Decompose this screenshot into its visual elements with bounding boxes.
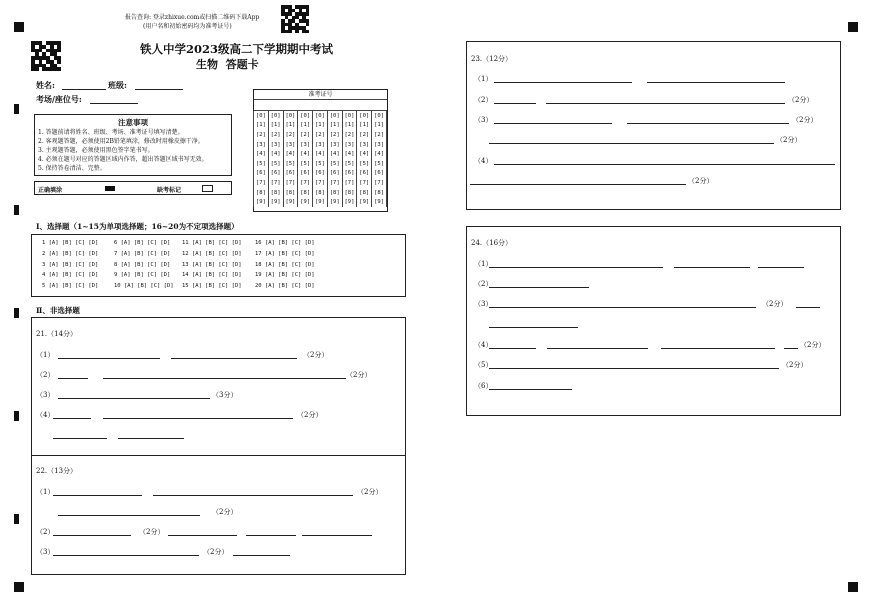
q21-title: 21.（14分） xyxy=(36,330,78,338)
question-number: 1 xyxy=(42,240,49,246)
notice-title: 注意事项 xyxy=(118,118,148,127)
exam-id-bubble[interactable]: [9] xyxy=(283,197,298,207)
q22-part1-blank3[interactable] xyxy=(58,515,200,516)
exam-id-bubble[interactable]: [2] xyxy=(327,130,342,140)
q24-part4-blank4[interactable] xyxy=(784,348,798,349)
exam-id-bubble[interactable]: [0] xyxy=(298,111,313,121)
exam-id-bubble[interactable]: [0] xyxy=(327,111,342,121)
exam-id-bubble[interactable]: [4] xyxy=(268,149,283,159)
exam-id-bubble[interactable]: [8] xyxy=(357,188,372,198)
exam-id-bubble[interactable]: [6] xyxy=(254,169,269,179)
exam-id-bubble[interactable]: [7] xyxy=(357,178,372,188)
exam-id-bubble[interactable]: [6] xyxy=(283,169,298,179)
answer-bubbles[interactable]: [A] [B] [C] [D] xyxy=(120,250,171,257)
q23-part1-label: （1） xyxy=(474,75,493,83)
exam-id-bubble[interactable]: [0] xyxy=(372,111,387,121)
exam-id-bubble[interactable]: [0] xyxy=(313,111,328,121)
q23-part4-label: （4） xyxy=(474,157,493,165)
report-notice-line2: (用户名和初始密码均为准考证号) xyxy=(143,23,232,30)
q24-part2-label: （2） xyxy=(474,280,493,288)
choice-question-9[interactable] xyxy=(114,272,170,278)
q22-part2-blank4[interactable] xyxy=(302,535,372,536)
exam-id-bubble[interactable]: [8] xyxy=(327,188,342,198)
q22-title: 22.（13分） xyxy=(36,467,78,475)
choice-question-1[interactable] xyxy=(42,240,98,246)
exam-id-bubble[interactable]: [9] xyxy=(357,197,372,207)
answer-bubbles[interactable]: [A] [B] [C] [D] xyxy=(191,272,242,279)
timing-mark xyxy=(14,514,19,524)
exam-id-bubble[interactable]: [4] xyxy=(298,149,313,159)
question-number: 15 xyxy=(182,283,192,290)
q23-part3-blank1[interactable] xyxy=(494,123,612,124)
question-number: 19 xyxy=(255,272,265,279)
answer-bubbles[interactable]: [A] [B] [C] [D] xyxy=(191,250,242,257)
q24-part6-blank[interactable] xyxy=(489,389,572,390)
answer-bubbles[interactable]: [A] [B] [C] [D] xyxy=(264,250,315,257)
exam-id-bubble[interactable]: [5] xyxy=(342,159,357,169)
q21-part4-label: （4） xyxy=(36,411,55,419)
q24-part4-blank3[interactable] xyxy=(661,348,775,349)
exam-id-bubble[interactable]: [6] xyxy=(357,169,372,179)
question-number: 6 xyxy=(114,240,121,246)
choice-question-11[interactable] xyxy=(182,240,242,246)
question-number: 14 xyxy=(182,272,192,279)
choice-question-17[interactable] xyxy=(255,251,315,257)
q21-part2-blank1[interactable] xyxy=(58,378,88,379)
question-number: 4 xyxy=(42,272,49,279)
exam-id-bubble[interactable]: [8] xyxy=(313,188,328,198)
q22-part3-label: （3） xyxy=(36,548,55,556)
exam-id-bubble[interactable]: [0] xyxy=(357,111,372,121)
q23-part3-blank3[interactable] xyxy=(489,143,774,144)
corner-mark-bottom-right xyxy=(848,582,858,592)
exam-id-bubble[interactable]: [9] xyxy=(327,197,342,207)
exam-id-bubble[interactable]: [1] xyxy=(298,121,313,131)
exam-id-bubble[interactable]: [9] xyxy=(254,197,269,207)
q24-part3-label: （3） xyxy=(474,300,493,308)
q24-part4-label: （4） xyxy=(474,341,493,349)
choice-question-4[interactable] xyxy=(42,272,98,278)
choice-question-20[interactable] xyxy=(255,283,315,289)
exam-id-bubble[interactable]: [8] xyxy=(254,188,269,198)
corner-mark-top-left xyxy=(14,22,24,32)
choice-question-6[interactable] xyxy=(114,240,170,246)
q24-part6-label: （6） xyxy=(474,382,493,390)
answer-bubbles[interactable]: [A] [B] [C] [D] xyxy=(264,272,315,279)
exam-id-bubble[interactable]: [5] xyxy=(372,159,387,169)
exam-id-bubble[interactable]: [1] xyxy=(372,121,387,131)
exam-id-bubble[interactable]: [9] xyxy=(313,197,328,207)
q24-part4-score: （2分） xyxy=(800,341,826,349)
choice-question-14[interactable] xyxy=(182,272,242,278)
exam-id-bubble[interactable]: [9] xyxy=(342,197,357,207)
q24-part3-blank2[interactable] xyxy=(796,307,820,308)
exam-id-bubble[interactable]: [6] xyxy=(313,169,328,179)
choice-question-5[interactable] xyxy=(42,283,98,289)
exam-id-label: 准考证号 xyxy=(254,90,387,100)
student-qr-code xyxy=(31,41,61,71)
exam-id-bubble[interactable]: [1] xyxy=(254,121,269,131)
choice-question-15[interactable] xyxy=(182,283,242,289)
exam-id-bubble[interactable]: [7] xyxy=(313,178,328,188)
notice-item: 5. 保持答卷清洁、完整。 xyxy=(38,165,106,172)
q23-part3-blank2[interactable] xyxy=(627,123,789,124)
name-label: 姓名: xyxy=(36,80,55,90)
class-label: 班级: xyxy=(108,80,127,90)
q24-part3-blank1[interactable] xyxy=(489,307,756,308)
q22-part3-blank1[interactable] xyxy=(53,555,199,556)
exam-id-bubble[interactable]: [3] xyxy=(298,140,313,150)
exam-id-bubbles[interactable] xyxy=(253,111,387,207)
question-number: 8 xyxy=(114,261,121,268)
exam-id-bubble[interactable]: [4] xyxy=(342,149,357,159)
exam-id-bubble[interactable]: [6] xyxy=(342,169,357,179)
timing-mark xyxy=(14,411,19,421)
exam-id-bubble[interactable]: [3] xyxy=(268,140,283,150)
answer-bubbles[interactable]: [A] [B] [C] [D] xyxy=(264,240,315,246)
exam-id-bubble[interactable]: [1] xyxy=(283,121,298,131)
exam-id-bubble[interactable]: [1] xyxy=(268,121,283,131)
question-number: 18 xyxy=(255,261,265,268)
q23-title: 23.（12分） xyxy=(471,55,513,63)
answer-bubbles[interactable]: [A] [B] [C] [D] xyxy=(120,272,171,279)
q24-part3-blank3[interactable] xyxy=(489,327,578,328)
q21-part2-score: （2分） xyxy=(346,371,372,379)
exam-id-bubble[interactable]: [2] xyxy=(298,130,313,140)
q22-part2-blank2[interactable] xyxy=(168,535,237,536)
exam-id-bubble[interactable]: [5] xyxy=(313,159,328,169)
question-number: 10 xyxy=(114,283,124,290)
exam-id-bubble[interactable]: [0] xyxy=(254,111,269,121)
question-number: 11 xyxy=(182,240,192,246)
app-qr-code xyxy=(281,5,309,33)
answer-bubbles[interactable]: [A] [B] [C] [D] xyxy=(48,272,99,279)
exam-id-bubble[interactable]: [2] xyxy=(357,130,372,140)
q24-part1-blank1[interactable] xyxy=(489,267,663,268)
choice-box xyxy=(31,234,406,297)
q21-q22-box xyxy=(31,317,406,575)
question-number: 9 xyxy=(114,272,121,279)
exam-id-bubble[interactable]: [4] xyxy=(283,149,298,159)
exam-id-bubble[interactable]: [9] xyxy=(268,197,283,207)
q23-part2-label: （2） xyxy=(474,96,493,104)
answer-bubbles[interactable]: [A] [B] [C] [D] xyxy=(191,261,242,268)
q21-part4-score: （2分） xyxy=(297,411,323,419)
exam-id-bubble[interactable]: [8] xyxy=(283,188,298,198)
q24-part3-score: （2分） xyxy=(762,300,788,308)
notice-box xyxy=(34,114,232,176)
q21-part3-score: （3分） xyxy=(212,391,238,399)
choice-question-13[interactable] xyxy=(182,262,242,268)
exam-id-bubble[interactable]: [9] xyxy=(372,197,387,207)
answer-bubbles[interactable]: [A] [B] [C] [D] xyxy=(264,261,315,268)
q21-part1-score: （2分） xyxy=(303,351,329,359)
exam-id-bubble[interactable]: [7] xyxy=(372,178,387,188)
exam-id-bubble[interactable]: [5] xyxy=(357,159,372,169)
room-label: 考场/座位号: xyxy=(36,94,82,104)
answer-bubbles[interactable]: [A] [B] [C] [D] xyxy=(48,261,99,268)
answer-bubbles[interactable]: [A] [B] [C] [D] xyxy=(191,283,242,290)
q22-part2-blank3[interactable] xyxy=(246,535,296,536)
answer-bubbles[interactable]: [A] [B] [C] [D] xyxy=(191,240,242,246)
exam-id-bubble[interactable]: [3] xyxy=(254,140,269,150)
answer-bubbles[interactable]: [A] [B] [C] [D] xyxy=(123,283,174,290)
exam-id-bubble[interactable]: [2] xyxy=(372,130,387,140)
missing-exam-checkbox[interactable] xyxy=(202,185,213,192)
question-number: 13 xyxy=(182,261,192,268)
choice-question-18[interactable] xyxy=(255,262,315,268)
exam-id-bubble[interactable]: [2] xyxy=(268,130,283,140)
exam-id-bubble[interactable]: [3] xyxy=(372,140,387,150)
correct-fill-label: 正确填涂 xyxy=(38,187,63,194)
q23-part3-score1: （2分） xyxy=(792,116,818,124)
section2-title: Ⅱ、非选择题 xyxy=(36,306,80,315)
question-number: 3 xyxy=(42,261,49,268)
timing-mark xyxy=(14,205,19,215)
exam-id-bubble[interactable]: [5] xyxy=(283,159,298,169)
notice-item: 2. 客观题答题，必须使用2B铅笔填涂，修改时用橡皮擦干净。 xyxy=(38,138,204,145)
exam-id-bubble[interactable]: [9] xyxy=(298,197,313,207)
choice-question-3[interactable] xyxy=(42,262,98,268)
q23-part1-blank2[interactable] xyxy=(647,82,785,83)
q22-part1-score2: （2分） xyxy=(212,508,238,516)
report-notice-line1: 报告查询: 登录zhixue.com或扫描二维码下载App xyxy=(125,14,260,21)
q22-part1-score: （2分） xyxy=(357,488,383,496)
choice-question-8[interactable] xyxy=(114,262,170,268)
q21-q22-divider xyxy=(31,455,406,456)
exam-id-bubble[interactable]: [6] xyxy=(327,169,342,179)
q24-title: 24.（16分） xyxy=(471,239,513,247)
exam-id-bubble[interactable]: [4] xyxy=(313,149,328,159)
q21-part4-blank1[interactable] xyxy=(53,418,91,419)
exam-id-bubble[interactable]: [7] xyxy=(327,178,342,188)
q21-part4-blank2[interactable] xyxy=(103,418,293,419)
exam-id-bubble[interactable]: [7] xyxy=(254,178,269,188)
q21-part1-blank2[interactable] xyxy=(171,358,297,359)
q24-part4-blank2[interactable] xyxy=(547,348,648,349)
q23-part2-blank1[interactable] xyxy=(494,103,536,104)
answer-bubbles[interactable]: [A] [B] [C] [D] xyxy=(48,240,99,246)
exam-id-bubble[interactable]: [4] xyxy=(357,149,372,159)
exam-id-bubble[interactable]: [4] xyxy=(372,149,387,159)
exam-id-bubble[interactable]: [2] xyxy=(342,130,357,140)
q21-part2-blank2[interactable] xyxy=(103,378,346,379)
q22-part2-score: （2分） xyxy=(139,528,165,536)
exam-id-bubble[interactable]: [1] xyxy=(342,121,357,131)
exam-id-bubble[interactable]: [3] xyxy=(342,140,357,150)
q24-part4-blank1[interactable] xyxy=(489,348,536,349)
answer-bubbles[interactable]: [A] [B] [C] [D] xyxy=(264,283,315,290)
exam-id-bubble[interactable]: [0] xyxy=(342,111,357,121)
q23-part3-score2: （2分） xyxy=(776,136,802,144)
fill-example-box xyxy=(34,181,232,195)
q21-part4-blank4[interactable] xyxy=(118,438,184,439)
exam-id-bubble[interactable]: [5] xyxy=(254,159,269,169)
class-field[interactable] xyxy=(135,89,183,90)
exam-id-bubble[interactable]: [0] xyxy=(268,111,283,121)
q21-part3-blank[interactable] xyxy=(58,398,210,399)
choice-question-16[interactable] xyxy=(255,240,315,246)
q24-part1-blank2[interactable] xyxy=(674,267,750,268)
question-number: 20 xyxy=(255,283,265,290)
missing-exam-label: 缺考标记 xyxy=(157,187,182,194)
question-number: 7 xyxy=(114,250,121,257)
q24-part1-label: （1） xyxy=(474,260,493,268)
question-number: 12 xyxy=(182,250,192,257)
exam-id-bubble[interactable]: [7] xyxy=(283,178,298,188)
notice-item: 1. 答题前请将姓名、班级、考场、准考证号填写清楚。 xyxy=(38,129,184,136)
exam-id-bubble[interactable]: [8] xyxy=(372,188,387,198)
exam-id-bubble[interactable]: [8] xyxy=(268,188,283,198)
q22-part3-score: （2分） xyxy=(203,548,229,556)
choice-question-19[interactable] xyxy=(255,272,315,278)
correct-fill-mark xyxy=(105,186,115,191)
exam-id-bubble[interactable]: [6] xyxy=(298,169,313,179)
q23-part4-blank2[interactable] xyxy=(470,184,686,185)
corner-mark-bottom-left xyxy=(14,582,24,592)
exam-id-bubble[interactable]: [5] xyxy=(268,159,283,169)
q23-part1-blank1[interactable] xyxy=(494,82,632,83)
exam-id-bubble[interactable]: [5] xyxy=(327,159,342,169)
question-number: 17 xyxy=(255,250,265,257)
exam-id-bubble[interactable]: [7] xyxy=(298,178,313,188)
exam-id-bubble[interactable]: [4] xyxy=(254,149,269,159)
exam-id-bubble[interactable]: [2] xyxy=(283,130,298,140)
exam-id-bubble[interactable]: [3] xyxy=(357,140,372,150)
q22-part1-blank2[interactable] xyxy=(153,495,353,496)
exam-id-bubble[interactable]: [8] xyxy=(298,188,313,198)
q21-part3-label: （3） xyxy=(36,391,55,399)
q24-part1-blank3[interactable] xyxy=(758,267,804,268)
exam-id-bubble[interactable]: [3] xyxy=(313,140,328,150)
timing-mark xyxy=(14,104,19,114)
answer-bubbles[interactable]: [A] [B] [C] [D] xyxy=(48,283,99,290)
exam-id-bubble[interactable]: [2] xyxy=(313,130,328,140)
q24-part5-score: （2分） xyxy=(782,361,808,369)
q23-part4-score: （2分） xyxy=(688,177,714,185)
q21-part1-label: （1） xyxy=(36,351,55,359)
q22-part2-label: （2） xyxy=(36,528,55,536)
q23-part2-blank2[interactable] xyxy=(546,103,785,104)
answer-bubbles[interactable]: [A] [B] [C] [D] xyxy=(120,261,171,268)
exam-id-bubble[interactable]: [2] xyxy=(254,130,269,140)
page-title: 铁人中学2023级高二下学期期中考试 xyxy=(140,42,334,56)
q22-part1-label: （1） xyxy=(36,488,55,496)
question-number: 16 xyxy=(255,240,265,246)
notice-item: 3. 主观题答题，必须使用黑色签字笔书写。 xyxy=(38,147,154,154)
choice-question-2[interactable] xyxy=(42,251,98,257)
exam-id-bubble[interactable]: [3] xyxy=(327,140,342,150)
q21-part2-label: （2） xyxy=(36,371,55,379)
exam-id-bubble[interactable]: [7] xyxy=(342,178,357,188)
exam-id-bubble[interactable]: [7] xyxy=(268,178,283,188)
q24-part5-blank[interactable] xyxy=(489,368,779,369)
exam-id-bubble[interactable]: [6] xyxy=(372,169,387,179)
exam-id-bubble[interactable]: [0] xyxy=(283,111,298,121)
q24-box xyxy=(466,226,841,416)
choice-question-12[interactable] xyxy=(182,251,242,257)
exam-id-bubble[interactable]: [1] xyxy=(313,121,328,131)
exam-id-bubble[interactable]: [8] xyxy=(342,188,357,198)
section1-title: Ⅰ、选择题（1~15为单项选择题；16~20为不定项选择题） xyxy=(36,222,239,231)
q24-part5-label: （5） xyxy=(474,361,493,369)
q22-part2-blank1[interactable] xyxy=(53,535,131,536)
exam-id-bubble[interactable]: [5] xyxy=(298,159,313,169)
choice-question-7[interactable] xyxy=(114,251,170,257)
notice-item: 4. 必须在题号对应的答题区域内作答，超出答题区域书写无效。 xyxy=(38,156,208,163)
q22-part1-blank1[interactable] xyxy=(53,495,142,496)
q24-part2-blank[interactable] xyxy=(489,287,589,288)
page-subtitle: 生物 答题卡 xyxy=(196,58,259,71)
answer-bubbles[interactable]: [A] [B] [C] [D] xyxy=(48,250,99,257)
q21-part1-blank1[interactable] xyxy=(58,358,160,359)
room-field[interactable] xyxy=(90,103,138,104)
exam-id-bubble[interactable]: [1] xyxy=(357,121,372,131)
exam-id-grid xyxy=(253,89,388,212)
q23-part3-label: （3） xyxy=(474,116,493,124)
q23-part2-score: （2分） xyxy=(788,96,814,104)
q21-part4-blank3[interactable] xyxy=(53,438,107,439)
name-field[interactable] xyxy=(62,89,106,90)
timing-mark xyxy=(14,308,19,318)
choice-question-10[interactable] xyxy=(114,283,174,289)
answer-bubbles[interactable]: [A] [B] [C] [D] xyxy=(120,240,171,246)
question-number: 2 xyxy=(42,250,49,257)
corner-mark-top-right xyxy=(848,22,858,32)
q23-part4-blank1[interactable] xyxy=(494,164,835,165)
exam-id-bubble[interactable]: [3] xyxy=(283,140,298,150)
question-number: 5 xyxy=(42,283,49,290)
q22-part3-blank2[interactable] xyxy=(233,555,290,556)
exam-id-bubble[interactable]: [1] xyxy=(327,121,342,131)
exam-id-bubble[interactable]: [6] xyxy=(268,169,283,179)
exam-id-bubble[interactable]: [4] xyxy=(327,149,342,159)
